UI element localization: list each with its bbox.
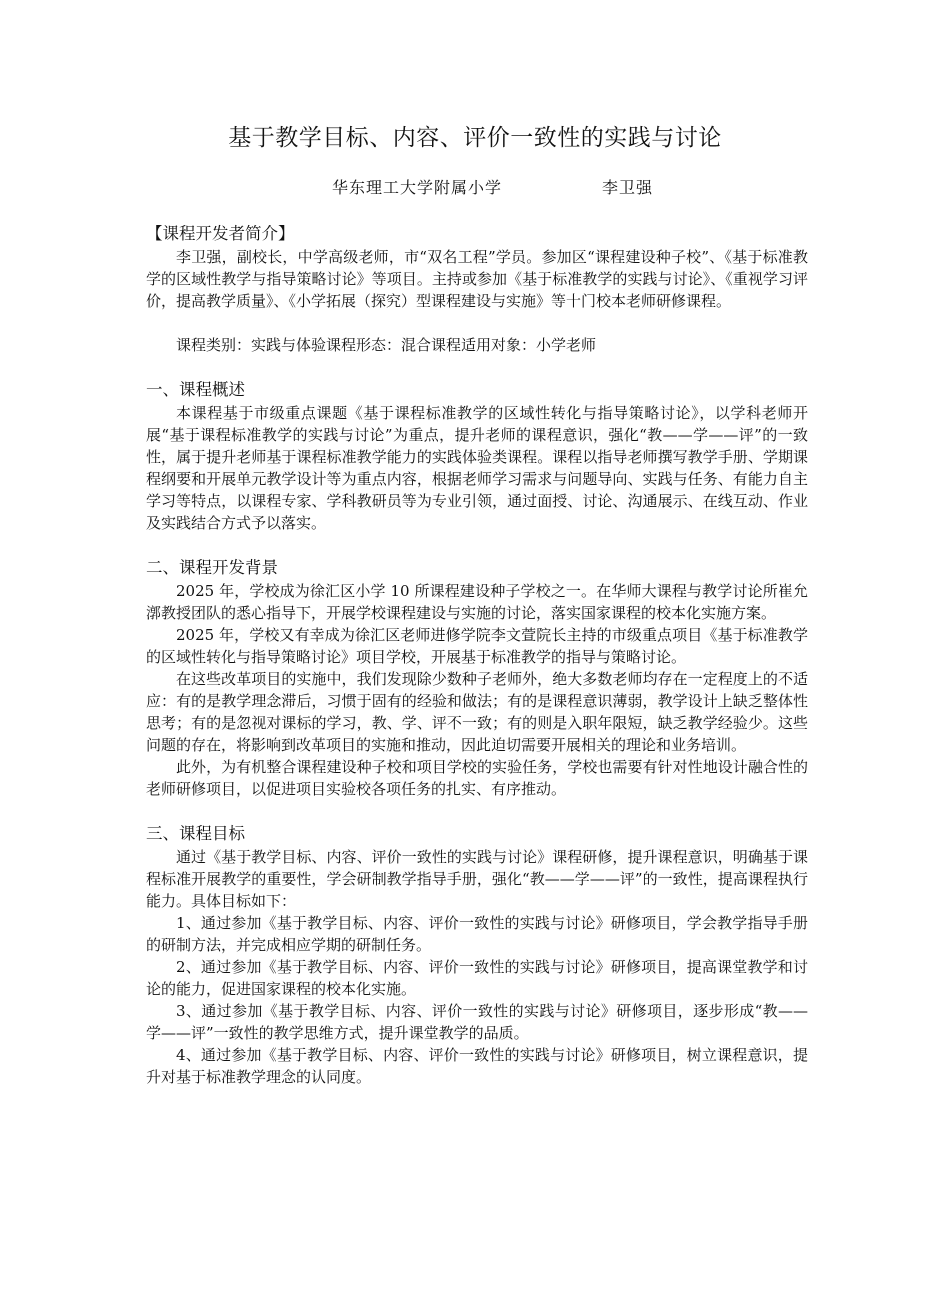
goal-item: 1、通过参加《基于教学目标、内容、评价一致性的实践与讨论》研修项目，学会教学指导手册的研制方法，并完成相应学期的研制任务。 xyxy=(146,914,808,954)
section-heading: 二、课程开发背景 xyxy=(146,558,278,577)
goal-item: 4、通过参加《基于教学目标、内容、评价一致性的实践与讨论》研修项目，树立课程意识，提升对基于标准教学理念的认同度。 xyxy=(146,1046,808,1086)
document-body xyxy=(146,222,808,1088)
goal-item: 2、通过参加《基于教学目标、内容、评价一致性的实践与讨论》研修项目，提高课堂教学和讨论的能力，促进国家课程的校本化实施。 xyxy=(146,958,808,998)
course-meta-line: 课程类别：实践与体验课程形态：混合课程适用对象：小学老师 xyxy=(176,336,597,354)
section-paragraph: 通过《基于教学目标、内容、评价一致性的实践与讨论》课程研修，提升课程意识，明确基于课程标准开展教学的重要性，学会研制教学指导手册，强化“教——学——评”的一致性，提高课程执行能力。具体目标如下： xyxy=(146,848,808,910)
author-line xyxy=(0,175,950,199)
section-heading: 一、课程概述 xyxy=(146,380,245,399)
goal-item: 3、通过参加《基于教学目标、内容、评价一致性的实践与讨论》研修项目，逐步形成“教——学——评”一致性的教学思维方式，提升课堂教学的品质。 xyxy=(146,1002,808,1042)
intro-paragraph: 李卫强，副校长，中学高级老师，市“双名工程”学员。参加区“课程建设种子校”、《基于标准教学的区域性教学与指导策略讨论》等项目。主持或参加《基于标准教学的实践与讨论》、《重视学习评价，提高教学质量》、《小学拓展（探究）型课程建设与实施》等十门校本老师研修课程。 xyxy=(146,248,808,310)
section-paragraph: 2025 年，学校又有幸成为徐汇区老师进修学院李文萱院长主持的市级重点项目《基于标准教学的区域性转化与指导策略讨论》项目学校，开展基于标准教学的指导与策略讨论。 xyxy=(146,626,808,666)
author-name: 李卫强 xyxy=(602,178,654,197)
section-paragraph: 此外，为有机整合课程建设种子校和项目学校的实验任务，学校也需要有针对性地设计融合性的老师研修项目，以促进项目实验校各项任务的扎实、有序推动。 xyxy=(146,758,808,798)
section-paragraph: 在这些改革项目的实施中，我们发现除少数种子老师外，绝大多数老师均存在一定程度上的不适应：有的是教学理念滞后，习惯于固有的经验和做法；有的是课程意识薄弱，教学设计上缺乏整体性思考；有的是忽视对课标的学习，教、学、评不一致；有的则是入职年限短，缺乏教学经验少。这些问题的存在，将影响到改革项目的实施和推动，因此迫切需要开展相关的理论和业务培训。 xyxy=(146,670,808,754)
page-title: 基于教学目标、内容、评价一致性的实践与讨论 xyxy=(228,125,722,151)
intro-heading: 【课程开发者简介】 xyxy=(146,224,295,243)
section-heading: 三、课程目标 xyxy=(146,824,245,843)
section-paragraph: 2025 年，学校成为徐汇区小学 10 所课程建设种子学校之一。在华师大课程与教学讨论所崔允漷教授团队的悉心指导下，开展学校课程建设与实施的讨论，落实国家课程的校本化实施方案。 xyxy=(146,582,808,622)
section-paragraph: 本课程基于市级重点课题《基于课程标准教学的区域性转化与指导策略讨论》，以学科老师开展“基于课程标准教学的实践与讨论”为重点，提升老师的课程意识，强化“教——学——评”的一致性，属于提升老师基于课程标准教学能力的实践体验类课程。课程以指导老师撰写教学手册、学期课程纲要和开展单元教学设计等为重点内容，根据老师学习需求与问题导向、实践与任务、有能力自主学习等特点，以课程专家、学科教研员等为专业引领，通过面授、讨论、沟通展示、在线互动、作业及实践结合方式予以落实。 xyxy=(146,404,808,532)
author-school: 华东理工大学附属小学 xyxy=(332,178,503,197)
